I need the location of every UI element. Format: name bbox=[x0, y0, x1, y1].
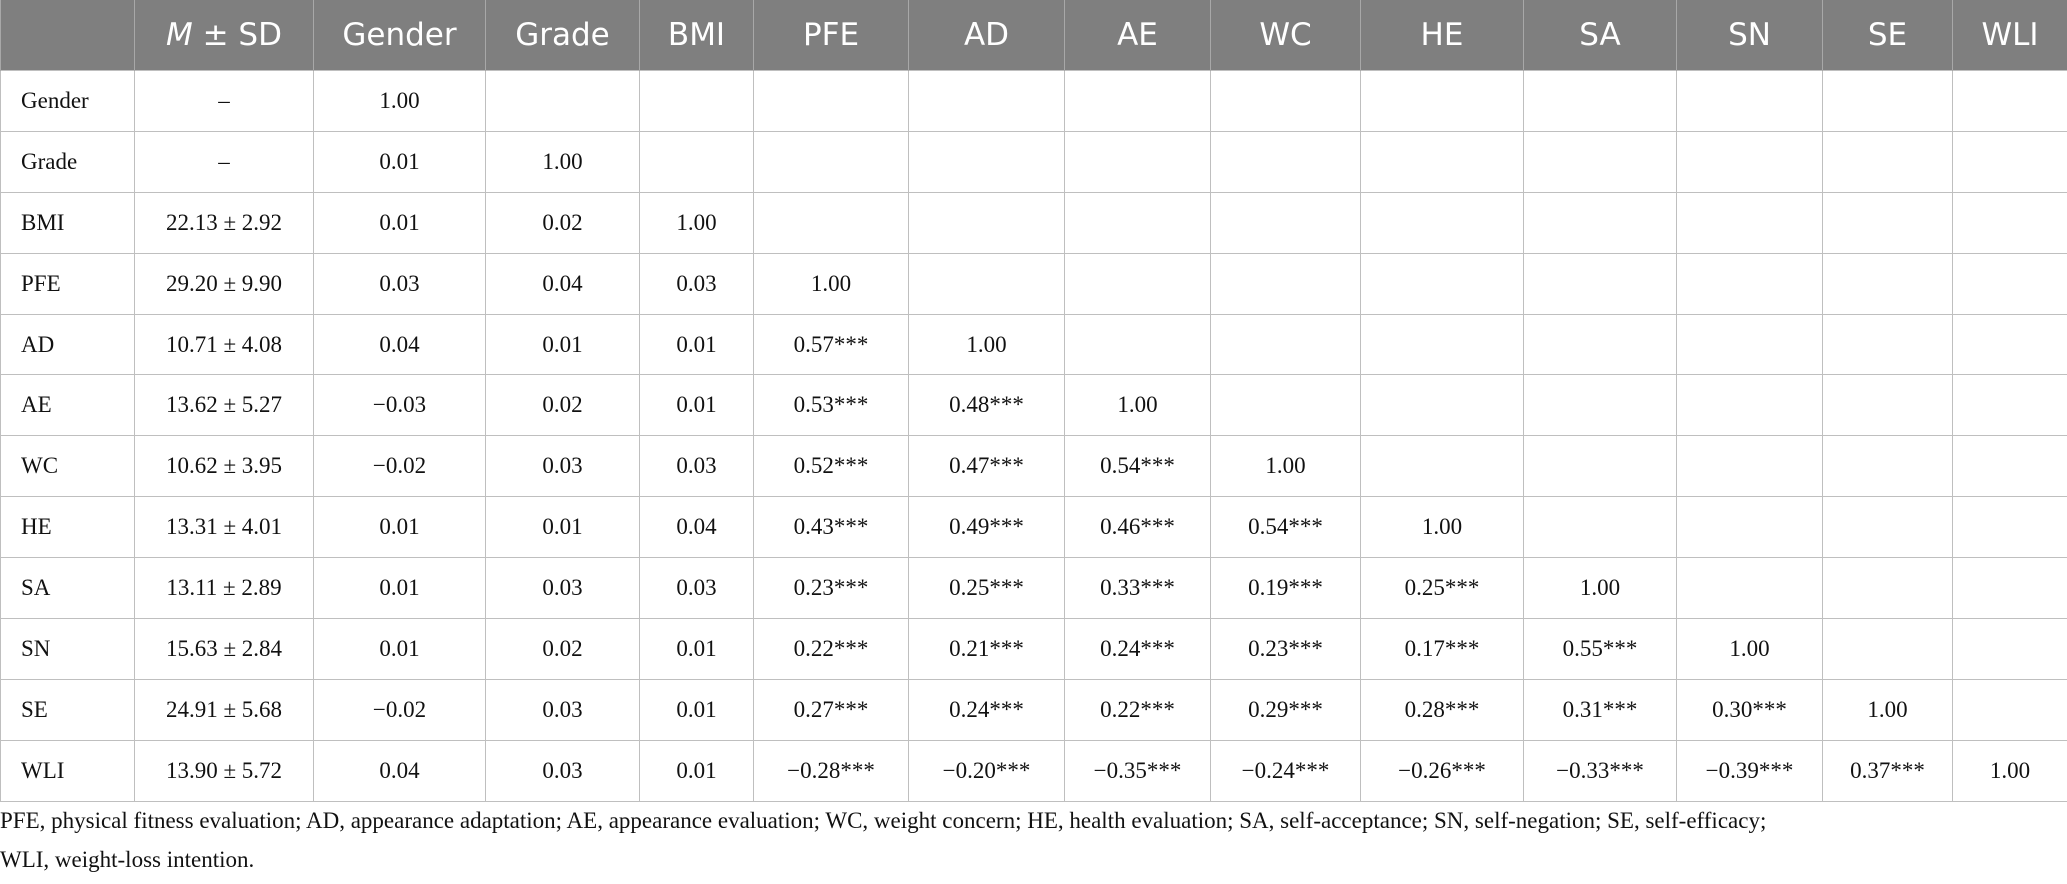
correlation-cell bbox=[1677, 192, 1823, 253]
correlation-cell bbox=[1361, 253, 1524, 314]
correlation-cell bbox=[1211, 253, 1361, 314]
correlation-cell bbox=[1211, 375, 1361, 436]
correlation-cell: 0.02 bbox=[486, 619, 640, 680]
mean-sd-cell: 24.91 ± 5.68 bbox=[135, 679, 314, 740]
correlation-cell bbox=[1677, 375, 1823, 436]
correlation-cell: 0.55*** bbox=[1524, 619, 1677, 680]
correlation-cell: −0.26*** bbox=[1361, 740, 1524, 801]
correlation-cell: −0.20*** bbox=[909, 740, 1065, 801]
correlation-cell bbox=[1361, 436, 1524, 497]
header-sn: SN bbox=[1677, 0, 1823, 71]
correlation-cell bbox=[1524, 314, 1677, 375]
header-wc: WC bbox=[1211, 0, 1361, 71]
correlation-cell bbox=[1823, 253, 1953, 314]
correlation-cell bbox=[1211, 131, 1361, 192]
correlation-cell: 1.00 bbox=[486, 131, 640, 192]
correlation-cell bbox=[1953, 375, 2067, 436]
header-mean-symbol: M bbox=[166, 17, 193, 53]
correlation-cell bbox=[1823, 131, 1953, 192]
header-corner bbox=[1, 0, 135, 71]
table-footnote bbox=[0, 801, 2060, 879]
correlation-cell bbox=[1065, 253, 1211, 314]
correlation-cell bbox=[1953, 497, 2067, 558]
row-label: SE bbox=[1, 679, 135, 740]
correlation-cell: 0.27*** bbox=[754, 679, 909, 740]
correlation-cell bbox=[1953, 192, 2067, 253]
correlation-cell bbox=[1211, 71, 1361, 132]
table-row bbox=[1, 740, 2067, 801]
mean-sd-cell: 10.62 ± 3.95 bbox=[135, 436, 314, 497]
correlation-cell: 0.01 bbox=[640, 679, 754, 740]
mean-sd-cell: 13.31 ± 4.01 bbox=[135, 497, 314, 558]
table-row bbox=[1, 71, 2067, 132]
correlation-cell: 0.03 bbox=[314, 253, 486, 314]
correlation-cell: 0.43*** bbox=[754, 497, 909, 558]
correlation-cell: 0.25*** bbox=[909, 558, 1065, 619]
correlation-cell bbox=[754, 71, 909, 132]
header-pfe: PFE bbox=[754, 0, 909, 71]
correlation-cell bbox=[1361, 314, 1524, 375]
correlation-cell: 0.31*** bbox=[1524, 679, 1677, 740]
correlation-cell bbox=[640, 131, 754, 192]
correlation-cell: 0.17*** bbox=[1361, 619, 1524, 680]
correlation-cell: 1.00 bbox=[1065, 375, 1211, 436]
correlation-cell bbox=[1677, 497, 1823, 558]
correlation-cell: 0.03 bbox=[486, 740, 640, 801]
row-label: Grade bbox=[1, 131, 135, 192]
mean-sd-cell: 29.20 ± 9.90 bbox=[135, 253, 314, 314]
row-label: PFE bbox=[1, 253, 135, 314]
row-label: HE bbox=[1, 497, 135, 558]
correlation-cell: 1.00 bbox=[1524, 558, 1677, 619]
correlation-cell bbox=[754, 192, 909, 253]
correlation-cell bbox=[1953, 619, 2067, 680]
correlation-cell bbox=[1524, 131, 1677, 192]
header-ad: AD bbox=[909, 0, 1065, 71]
correlation-cell: 0.01 bbox=[314, 497, 486, 558]
correlation-cell: 0.02 bbox=[486, 192, 640, 253]
correlation-cell bbox=[909, 253, 1065, 314]
correlation-cell bbox=[1361, 192, 1524, 253]
correlation-cell bbox=[1823, 436, 1953, 497]
correlation-cell bbox=[1823, 71, 1953, 132]
table-row bbox=[1, 436, 2067, 497]
footnote-line-1: PFE, physical fitness evaluation; AD, appearance adaptation; AE, appearance evaluation; WC, weight concern; HE, health evaluation; SA, self-acceptance; SN, self-negation; SE, self-efficacy; bbox=[0, 808, 1767, 833]
correlation-cell: −0.33*** bbox=[1524, 740, 1677, 801]
table-row bbox=[1, 497, 2067, 558]
correlation-cell: 0.01 bbox=[486, 314, 640, 375]
correlation-cell: 1.00 bbox=[1211, 436, 1361, 497]
header-wli: WLI bbox=[1953, 0, 2067, 71]
correlation-cell bbox=[1361, 71, 1524, 132]
correlation-cell bbox=[1953, 314, 2067, 375]
correlation-cell: 0.54*** bbox=[1065, 436, 1211, 497]
correlation-cell bbox=[909, 131, 1065, 192]
correlation-cell: 0.24*** bbox=[909, 679, 1065, 740]
correlation-cell: −0.02 bbox=[314, 436, 486, 497]
correlation-cell bbox=[1065, 131, 1211, 192]
correlation-cell: 0.02 bbox=[486, 375, 640, 436]
correlation-cell bbox=[1211, 192, 1361, 253]
correlation-cell: 1.00 bbox=[640, 192, 754, 253]
correlation-cell bbox=[1823, 314, 1953, 375]
correlation-cell: 1.00 bbox=[1823, 679, 1953, 740]
correlation-cell: 0.01 bbox=[640, 375, 754, 436]
correlation-cell: −0.02 bbox=[314, 679, 486, 740]
correlation-cell: 0.52*** bbox=[754, 436, 909, 497]
correlation-cell: 0.48*** bbox=[909, 375, 1065, 436]
correlation-cell bbox=[1953, 679, 2067, 740]
correlation-cell: 0.25*** bbox=[1361, 558, 1524, 619]
correlation-cell: 0.22*** bbox=[754, 619, 909, 680]
correlation-cell bbox=[1524, 436, 1677, 497]
correlation-cell: 0.01 bbox=[640, 314, 754, 375]
correlation-cell: 0.21*** bbox=[909, 619, 1065, 680]
row-label: AE bbox=[1, 375, 135, 436]
correlation-cell bbox=[640, 71, 754, 132]
header-row bbox=[1, 0, 2067, 71]
row-label: SN bbox=[1, 619, 135, 680]
correlation-cell bbox=[1953, 436, 2067, 497]
mean-sd-cell: 13.90 ± 5.72 bbox=[135, 740, 314, 801]
header-ae: AE bbox=[1065, 0, 1211, 71]
correlation-cell: 0.28*** bbox=[1361, 679, 1524, 740]
header-he: HE bbox=[1361, 0, 1524, 71]
correlation-cell bbox=[1823, 619, 1953, 680]
table-row bbox=[1, 558, 2067, 619]
correlation-cell: 0.22*** bbox=[1065, 679, 1211, 740]
correlation-cell bbox=[1361, 375, 1524, 436]
correlation-cell: 0.49*** bbox=[909, 497, 1065, 558]
correlation-cell: 1.00 bbox=[1677, 619, 1823, 680]
footnote-line-2: WLI, weight-loss intention. bbox=[0, 847, 255, 872]
correlation-cell: 0.01 bbox=[640, 740, 754, 801]
correlation-cell: 0.03 bbox=[486, 436, 640, 497]
table-row bbox=[1, 131, 2067, 192]
correlation-cell bbox=[1211, 314, 1361, 375]
correlation-cell bbox=[1524, 71, 1677, 132]
correlation-cell bbox=[909, 71, 1065, 132]
correlation-cell: 1.00 bbox=[909, 314, 1065, 375]
correlation-cell: 0.23*** bbox=[1211, 619, 1361, 680]
correlation-cell bbox=[1677, 131, 1823, 192]
correlation-cell: 0.24*** bbox=[1065, 619, 1211, 680]
correlation-cell: 0.47*** bbox=[909, 436, 1065, 497]
header-gender: Gender bbox=[314, 0, 486, 71]
header-mean-sd bbox=[135, 0, 314, 71]
correlation-cell bbox=[909, 192, 1065, 253]
mean-sd-cell: 13.62 ± 5.27 bbox=[135, 375, 314, 436]
table-row bbox=[1, 314, 2067, 375]
mean-sd-cell: – bbox=[135, 71, 314, 132]
row-label: WC bbox=[1, 436, 135, 497]
correlation-cell bbox=[1524, 253, 1677, 314]
correlation-cell: 0.54*** bbox=[1211, 497, 1361, 558]
correlation-cell bbox=[1953, 131, 2067, 192]
correlation-cell bbox=[1953, 558, 2067, 619]
correlation-cell: 0.01 bbox=[640, 619, 754, 680]
correlation-cell: 0.04 bbox=[640, 497, 754, 558]
correlation-cell bbox=[1065, 71, 1211, 132]
mean-sd-cell: 13.11 ± 2.89 bbox=[135, 558, 314, 619]
correlation-cell bbox=[1065, 314, 1211, 375]
correlation-cell: 0.03 bbox=[640, 253, 754, 314]
correlation-cell: −0.03 bbox=[314, 375, 486, 436]
correlation-cell bbox=[1065, 192, 1211, 253]
correlation-cell bbox=[486, 71, 640, 132]
correlation-cell: 0.01 bbox=[314, 619, 486, 680]
correlation-cell: 1.00 bbox=[314, 71, 486, 132]
correlation-cell bbox=[1524, 192, 1677, 253]
mean-sd-cell: – bbox=[135, 131, 314, 192]
correlation-cell bbox=[754, 131, 909, 192]
correlation-cell: 0.46*** bbox=[1065, 497, 1211, 558]
correlation-cell bbox=[1677, 253, 1823, 314]
correlation-cell bbox=[1677, 71, 1823, 132]
header-se: SE bbox=[1823, 0, 1953, 71]
correlation-cell bbox=[1823, 558, 1953, 619]
correlation-cell: 0.37*** bbox=[1823, 740, 1953, 801]
table-row bbox=[1, 192, 2067, 253]
correlation-cell: 0.19*** bbox=[1211, 558, 1361, 619]
correlation-cell: −0.35*** bbox=[1065, 740, 1211, 801]
correlation-cell: 1.00 bbox=[754, 253, 909, 314]
row-label: SA bbox=[1, 558, 135, 619]
correlation-cell bbox=[1677, 436, 1823, 497]
correlation-cell bbox=[1361, 131, 1524, 192]
correlation-cell: 0.04 bbox=[314, 314, 486, 375]
correlation-cell: 1.00 bbox=[1361, 497, 1524, 558]
table-row bbox=[1, 253, 2067, 314]
correlation-cell bbox=[1524, 375, 1677, 436]
correlation-cell: 0.01 bbox=[486, 497, 640, 558]
correlation-cell: 0.33*** bbox=[1065, 558, 1211, 619]
header-grade: Grade bbox=[486, 0, 640, 71]
correlation-cell bbox=[1953, 253, 2067, 314]
correlation-cell: −0.24*** bbox=[1211, 740, 1361, 801]
correlation-cell bbox=[1823, 375, 1953, 436]
row-label: AD bbox=[1, 314, 135, 375]
row-label: WLI bbox=[1, 740, 135, 801]
correlation-cell: 1.00 bbox=[1953, 740, 2067, 801]
correlation-cell: 0.04 bbox=[486, 253, 640, 314]
correlation-cell: −0.39*** bbox=[1677, 740, 1823, 801]
correlation-cell: 0.57*** bbox=[754, 314, 909, 375]
table-body bbox=[1, 71, 2067, 802]
mean-sd-cell: 15.63 ± 2.84 bbox=[135, 619, 314, 680]
correlation-cell: 0.53*** bbox=[754, 375, 909, 436]
correlation-cell: 0.04 bbox=[314, 740, 486, 801]
table-row bbox=[1, 679, 2067, 740]
header-sd-label: ± SD bbox=[192, 17, 282, 53]
header-bmi: BMI bbox=[640, 0, 754, 71]
mean-sd-cell: 10.71 ± 4.08 bbox=[135, 314, 314, 375]
correlation-cell: 0.23*** bbox=[754, 558, 909, 619]
correlation-cell: 0.03 bbox=[640, 436, 754, 497]
table-row bbox=[1, 619, 2067, 680]
correlation-cell bbox=[1677, 558, 1823, 619]
correlation-cell: 0.03 bbox=[486, 558, 640, 619]
correlation-cell: 0.01 bbox=[314, 131, 486, 192]
correlation-cell: 0.29*** bbox=[1211, 679, 1361, 740]
correlation-cell bbox=[1823, 192, 1953, 253]
row-label: BMI bbox=[1, 192, 135, 253]
correlation-cell bbox=[1953, 71, 2067, 132]
correlation-cell: 0.30*** bbox=[1677, 679, 1823, 740]
mean-sd-cell: 22.13 ± 2.92 bbox=[135, 192, 314, 253]
correlation-cell: 0.01 bbox=[314, 558, 486, 619]
correlation-cell bbox=[1524, 497, 1677, 558]
correlation-cell bbox=[1823, 497, 1953, 558]
row-label: Gender bbox=[1, 71, 135, 132]
correlation-cell: 0.01 bbox=[314, 192, 486, 253]
header-sa: SA bbox=[1524, 0, 1677, 71]
table-row bbox=[1, 375, 2067, 436]
correlation-cell bbox=[1677, 314, 1823, 375]
correlation-cell: −0.28*** bbox=[754, 740, 909, 801]
correlation-cell: 0.03 bbox=[486, 679, 640, 740]
correlation-cell: 0.03 bbox=[640, 558, 754, 619]
